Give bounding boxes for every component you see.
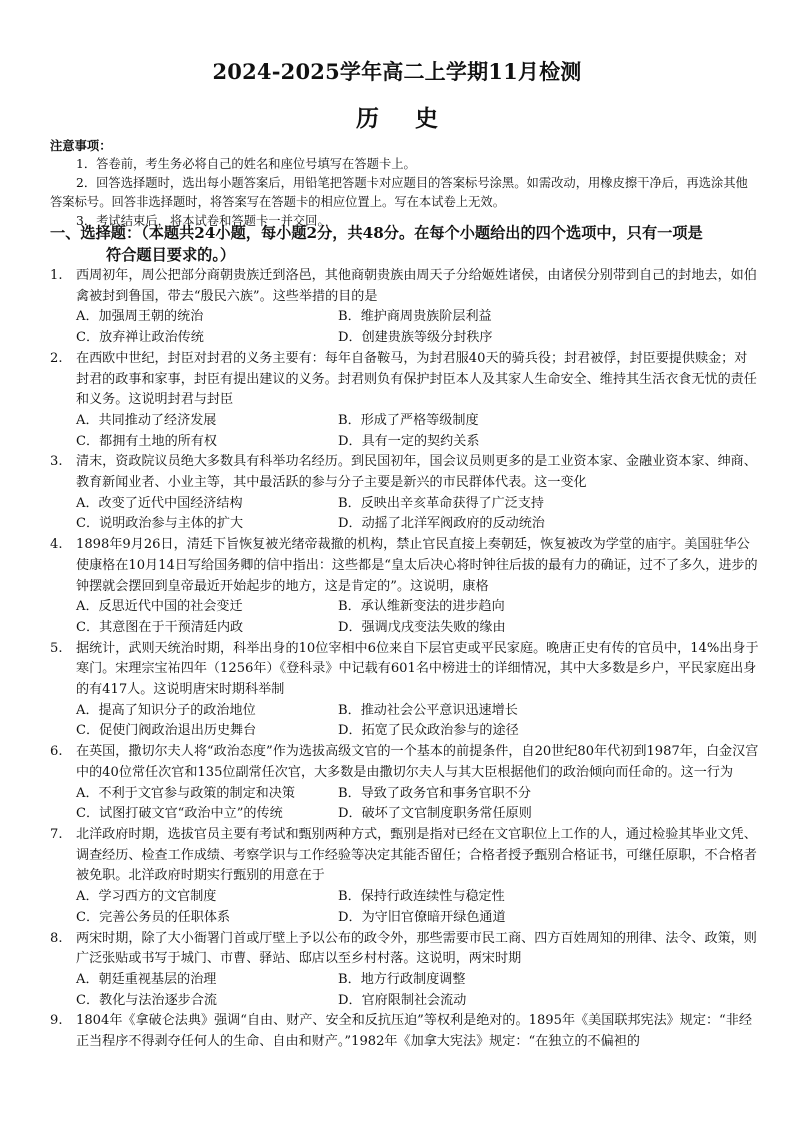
question-6 [50,742,760,825]
question-stem [50,929,760,970]
answer-option: B．推动社会公平意识迅速增长 [338,702,518,718]
answer-option: A．不利于文官参与政策的制定和决策 [76,785,295,801]
answer-option: D．为守旧官僚暗开绿色通道 [338,909,506,925]
question-stem [50,1011,760,1052]
question-number: 9. [50,1013,63,1029]
answer-option: C．其意图在于干预清廷内政 [76,619,244,635]
question-8 [50,929,760,1012]
question-text: 在英国，撒切尔夫人将“政治态度”作为选拔高级文官的一个基本的前提条件，自20世纪80年代初到1987年，白金汉宫中的40位常任次官和135位副常任次官，大多数是由撒切尔夫人与其大臣根据他们的政治倾向而任命的。这一行为 [76,744,759,780]
question-2 [50,349,760,453]
answer-option: B．形成了严格等级制度 [338,412,479,428]
question-text: 据统计，武则天统治时期，科举出身的10位宰相中6位来自下层官吏或平民家庭。晚唐正史有传的官员中，14%出身于寒门。宋理宗宝祐四年（1256年）《登科录》中记载有601名中榜进士的详细情况，其中大多数是乡户，平民家庭出身的有417人。这说明唐宋时期科举制 [76,640,759,698]
note-item: 2．回答选择题时，选出每小题答案后，用铅笔把答题卡对应题目的答案标号涂黑。如需改动，用橡皮擦干净后，再选涂其他答案标号。回答非选择题时，将答案写在答题卡的相应位置上。写在本试卷上无效。 [50,176,748,209]
option-list [50,784,760,825]
question-number: 7. [50,826,63,842]
question-1 [50,266,760,349]
answer-option: B．地方行政制度调整 [338,971,466,987]
question-7 [50,825,760,929]
question-text: 在西欧中世纪，封臣对封君的义务主要有：每年自备鞍马，为封君服40天的骑兵役；封君被俘，封臣要提供赎金；对封君的政事和家事，封臣有提出建议的义务。封君则负有保护封臣本人及其家人生命安全、维持其生活衣食无忧的责任和义务。这说明封君与封臣 [76,350,757,408]
question-number: 3. [50,454,63,470]
question-stem [50,452,760,493]
question-text: 两宋时期，除了大小衙署门首或厅壁上予以公布的政令外，那些需要市民工商、四方百姓周知的刑律、法令、政策，则广泛张贴或书写于城门、市曹、驿站、邸店以至乡村村落。这说明，两宋时期 [76,930,757,967]
answer-option: D．创建贵族等级分封秩序 [338,330,493,346]
option-list [50,597,760,638]
answer-option: B．导致了政务官和事务官职不分 [338,785,531,801]
option-list [50,494,760,535]
answer-option: B．承认维新变法的进步趋向 [338,599,505,615]
question-text: 1898年9月26日，清廷下旨恢复被光绪帝裁撤的机构，禁止官民直接上奏朝廷，恢复被改为学堂的庙宇。美国驻华公使康格在10月14日写给国务卿的信中指出：这些都是“皇太后决心将时钟往后拔的最有力的确证，过不了多久，进步的钟摆就会摆回到皇帝最近开始起步的地方，这是肯定的”。这说明，康格 [76,537,758,594]
answer-option: D．强调戊戌变法失败的缘由 [338,619,506,635]
answer-option: A．提高了知识分子的政治地位 [76,702,256,718]
question-text: 1804年《拿破仑法典》强调“自由、财产、安全和反抗压迫”等权利是绝对的。1895年《美国联邦宪法》规定：“非经正当程序不得剥夺任何人的生命、自由和财产。”1982年《加拿大宪法》规定：“在独立的不偏袒的 [76,1013,752,1050]
option-list [50,411,760,452]
question-number: 2. [50,350,63,366]
answer-option: C．完善公务员的任职体系 [76,909,231,925]
answer-option: D．破坏了文官制度职务常任原则 [338,806,532,822]
answer-option: A．学习西方的文官制度 [76,889,217,905]
answer-option: C．促使门阀政治退出历史舞台 [76,723,257,739]
question-number: 1. [50,268,63,283]
question-stem [50,742,760,783]
answer-option: A．朝廷重视基层的治理 [76,971,217,987]
note-item: 1．答卷前，考生务必将自己的姓名和座位号填写在答题卡上。 [76,157,416,171]
question-number: 4. [50,537,63,553]
question-number: 8. [50,930,63,946]
option-list [50,701,760,742]
question-stem [50,266,760,307]
notes-block [50,136,755,231]
answer-option: C．说明政治参与主体的扩大 [76,516,244,532]
answer-option: D．官府限制社会流动 [338,992,467,1008]
question-text: 西周初年，周公把部分商朝贵族迁到洛邑，其他商朝贵族由周天子分给姬姓诸侯，由诸侯分别带到自己的封地去，如伯禽被封到鲁国，带去“殷民六族”。这些举措的目的是 [76,268,757,304]
section-heading-line2: 符合题目要求的。） [106,246,236,264]
question-text: 清末，资政院议员绝大多数具有科举功名经历。到民国初年，国会议员则更多的是工业资本家、金融业资本家、绅商、教育新闻业者、小业主等，其中最活跃的参与分子主要是新兴的市民群体代表。这一变化 [76,454,757,491]
answer-option: C．放弃禅让政治传统 [76,330,204,346]
question-5 [50,639,760,743]
answer-option: A．改变了近代中国经济结构 [76,495,243,511]
option-list [50,307,760,348]
answer-option: C．试图打破文官“政治中立”的传统 [76,806,283,822]
answer-option: A．反思近代中国的社会变迁 [76,599,243,615]
answer-option: A．加强周王朝的统治 [76,309,204,325]
answer-option: A．共同推动了经济发展 [76,412,217,428]
section-heading-line1: 一、选择题：（本题共24小题，每小题2分，共48分。在每个小题给出的四个选项中，只有一项是 [50,224,703,242]
answer-option: D．动摇了北洋军阀政府的反动统治 [338,516,545,532]
answer-option: B．保持行政连续性与稳定性 [338,889,505,905]
question-number: 5. [50,640,63,656]
question-stem [50,825,760,887]
question-4 [50,535,760,639]
option-list [50,970,760,1011]
question-list [50,266,760,1053]
section-heading [50,222,760,266]
question-9 [50,1011,760,1052]
answer-option: B．维护商周贵族阶层利益 [338,309,492,325]
question-number: 6. [50,744,63,760]
question-stem [50,535,760,597]
question-3 [50,452,760,535]
answer-option: D．拓宽了民众政治参与的途径 [338,723,519,739]
answer-option: D．具有一定的契约关系 [338,433,480,449]
answer-option: C．都拥有土地的所有权 [76,433,217,449]
question-stem [50,349,760,411]
exam-subject: 历 史 [355,105,452,132]
question-text: 北洋政府时期，选拔官员主要有考试和甄别两种方式，甄别是指对已经在文官职位上工作的人，通过检验其毕业文凭、调查经历、检查工作成绩、考察学识与工作经验等决定其能否留任；合格者授予甄别合格证书，可继任原职，不合格者被免职。北洋政府时期实行甄别的用意在于 [76,826,757,884]
exam-title: 2024-2025学年高二上学期11月检测 [212,59,582,84]
answer-option: B．反映出辛亥革命获得了广泛支持 [338,495,545,511]
note-item: 3．考试结束后，将本试卷和答题卡一并交回。 [76,214,330,228]
answer-option: C．教化与法治逐步合流 [76,992,217,1008]
option-list [50,887,760,928]
notes-heading: 注意事项： [50,138,112,153]
question-stem [50,639,760,701]
